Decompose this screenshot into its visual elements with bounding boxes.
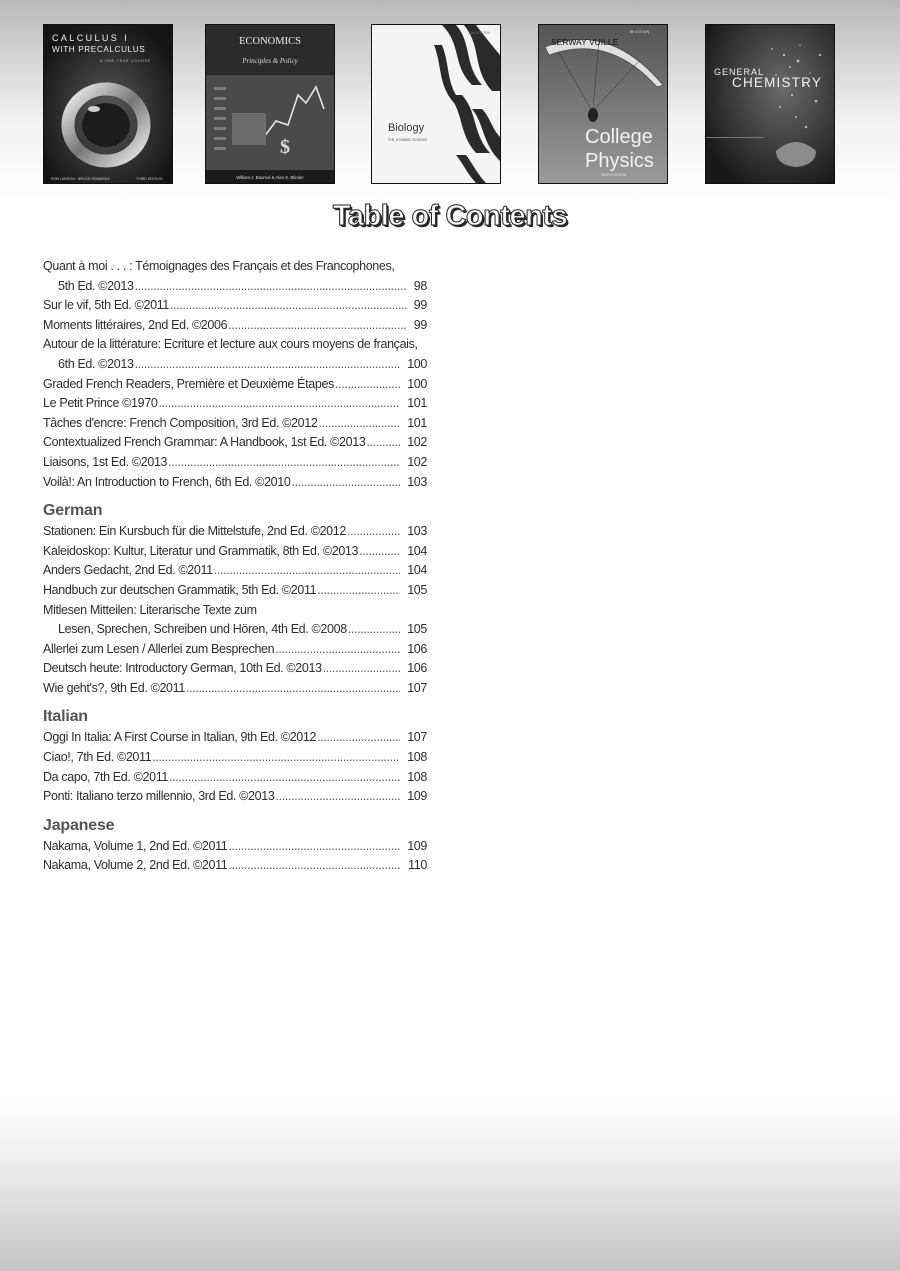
svg-text:Physics: Physics xyxy=(585,150,654,172)
svg-text:THE DYNAMIC SCIENCE: THE DYNAMIC SCIENCE xyxy=(388,138,428,142)
page-number: 107 xyxy=(407,680,427,695)
page-number: 105 xyxy=(407,582,427,597)
page-number: 101 xyxy=(407,396,427,411)
toc-section-japanese xyxy=(43,815,427,876)
svg-text:SERWAY VUILLE: SERWAY VUILLE xyxy=(551,37,619,47)
toc-entry[interactable]: Nakama, Volume 2, 2nd Ed. ©2011 ..... 110 xyxy=(43,856,427,876)
section-heading: Japanese xyxy=(43,816,115,834)
toc-entry[interactable]: Kaleidoskop: Kultur, Literatur und Grammatik, 8th Ed. ©2013 ..... 104 xyxy=(43,542,427,562)
page-number: 102 xyxy=(407,454,427,469)
toc-entry[interactable]: Liaisons, 1st Ed. ©2013 ..... 102 xyxy=(43,453,427,473)
cover-calculus xyxy=(43,24,173,184)
toc-entry[interactable]: Contextualized French Grammar: A Handbook, 1st Ed. ©2013 ..... 102 xyxy=(43,433,427,453)
page-number: 101 xyxy=(407,415,427,430)
book-covers-row xyxy=(43,24,835,184)
svg-text:William J. Baumol & Alan S. Bl: William J. Baumol & Alan S. Blinder xyxy=(236,175,304,180)
page-number: 99 xyxy=(413,298,427,313)
toc-section-french xyxy=(43,257,427,492)
page-number: 98 xyxy=(413,278,427,293)
toc-entry-text: Mitlesen Mitteilen: Literarische Texte zum xyxy=(43,602,257,617)
toc-entry[interactable]: 6th Ed. ©2013 ..... 100 xyxy=(43,355,427,375)
svg-text:NINTH EDITION: NINTH EDITION xyxy=(601,173,627,177)
svg-text:9th EDITION: 9th EDITION xyxy=(629,30,649,34)
toc-entry[interactable]: Stationen: Ein Kursbuch für die Mittelstufe, 2nd Ed. ©2012 ..... 103 xyxy=(43,522,427,542)
toc-entry[interactable]: Nakama, Volume 1, 2nd Ed. ©2011 ..... 109 xyxy=(43,837,427,857)
toc-entry[interactable]: Allerlei zum Lesen / Allerlei zum Besprechen ..... 106 xyxy=(43,640,427,660)
svg-text:CHEMISTRY: CHEMISTRY xyxy=(732,75,823,90)
svg-text:THIRD EDITION: THIRD EDITION xyxy=(136,177,163,181)
cover-general-chemistry xyxy=(705,24,835,184)
cover-college-physics xyxy=(538,24,668,184)
table-of-contents xyxy=(43,257,427,876)
cover-biology xyxy=(371,24,501,184)
cover-economics xyxy=(205,24,335,184)
toc-section-german xyxy=(43,500,427,698)
section-heading: Italian xyxy=(43,708,88,726)
page-number: 106 xyxy=(407,641,427,656)
toc-entry-text: Autour de la littérature: Ecriture et lecture aux cours moyens de français, xyxy=(43,337,418,352)
toc-section-italian xyxy=(43,706,427,806)
svg-text:College: College xyxy=(585,126,653,148)
svg-text:$: $ xyxy=(280,136,290,158)
toc-entry[interactable]: Da capo, 7th Ed. ©2011 ..... 108 xyxy=(43,768,427,788)
toc-entry[interactable]: 5th Ed. ©2013 ..... 98 xyxy=(43,277,427,297)
toc-entry[interactable]: Oggi In Italia: A First Course in Italian, 9th Ed. ©2012 ..... 107 xyxy=(43,728,427,748)
toc-entry[interactable]: Sur le vif, 5th Ed. ©2011 ..... 99 xyxy=(43,296,427,316)
page-number: 108 xyxy=(407,750,427,765)
page-number: 105 xyxy=(407,622,427,637)
toc-entry[interactable]: Le Petit Prince ©1970 ..... 101 xyxy=(43,394,427,414)
svg-text:GENERAL: GENERAL xyxy=(714,67,765,77)
page-number: 109 xyxy=(407,789,427,804)
toc-entry[interactable]: Tâches d'encre: French Composition, 3rd Ed. ©2012 ..... 101 xyxy=(43,414,427,434)
svg-text:Biology: Biology xyxy=(388,122,425,134)
svg-text:10th EDITION: 10th EDITION xyxy=(468,31,490,35)
page-number: 104 xyxy=(407,563,427,578)
page-number: 102 xyxy=(407,435,427,450)
toc-entry-text: Quant à moi . . . : Témoignages des Français et des Francophones, xyxy=(43,259,395,273)
toc-entry[interactable]: Ponti: Italiano terzo millennio, 3rd Ed. ©2013 ..... 109 xyxy=(43,787,427,807)
toc-entry[interactable]: Voilà!: An Introduction to French, 6th Ed. ©2010 ..... 103 xyxy=(43,473,427,493)
section-heading: German xyxy=(43,502,103,520)
page-number: 108 xyxy=(407,769,427,784)
toc-entry[interactable]: Ciao!, 7th Ed. ©2011 ..... 108 xyxy=(43,748,427,768)
toc-entry[interactable]: Anders Gedacht, 2nd Ed. ©2011 ..... 104 xyxy=(43,561,427,581)
svg-text:A ONE-YEAR COURSE: A ONE-YEAR COURSE xyxy=(100,59,151,63)
cover-title: CALCULUS I xyxy=(52,33,130,43)
page-number: 100 xyxy=(407,356,427,371)
page-number: 107 xyxy=(407,730,427,745)
page-title: Table of Contents xyxy=(332,200,568,232)
page-number: 100 xyxy=(407,376,427,391)
toc-entry[interactable]: Handbuch zur deutschen Grammatik, 5th Ed. ©2011 ..... 105 xyxy=(43,581,427,601)
page-number: 109 xyxy=(407,838,427,853)
toc-entry[interactable]: Deutsch heute: Introductory German, 10th Ed. ©2013 ..... 106 xyxy=(43,659,427,679)
svg-text:ECONOMICS: ECONOMICS xyxy=(239,36,301,47)
toc-entry[interactable]: Wie geht's?, 9th Ed. ©2011 ..... 107 xyxy=(43,679,427,699)
page-number: 104 xyxy=(407,543,427,558)
toc-entry[interactable]: Graded French Readers, Première et Deuxième Étapes ..... 100 xyxy=(43,375,427,395)
page-number: 106 xyxy=(407,661,427,676)
page-number: 103 xyxy=(407,474,427,489)
page-number: 110 xyxy=(408,858,427,873)
toc-entry[interactable]: Moments littéraires, 2nd Ed. ©2006 ..... 99 xyxy=(43,316,427,336)
svg-text:RON LARSON · BRUCE EDWARDS: RON LARSON · BRUCE EDWARDS xyxy=(51,177,110,181)
page-number: 103 xyxy=(407,524,427,539)
page-number: 99 xyxy=(413,317,427,332)
svg-text:Principles & Policy: Principles & Policy xyxy=(242,57,298,65)
svg-text:WITH PRECALCULUS: WITH PRECALCULUS xyxy=(52,45,146,54)
toc-entry[interactable]: Lesen, Sprechen, Schreiben und Hören, 4th Ed. ©2008 ..... 105 xyxy=(43,620,427,640)
